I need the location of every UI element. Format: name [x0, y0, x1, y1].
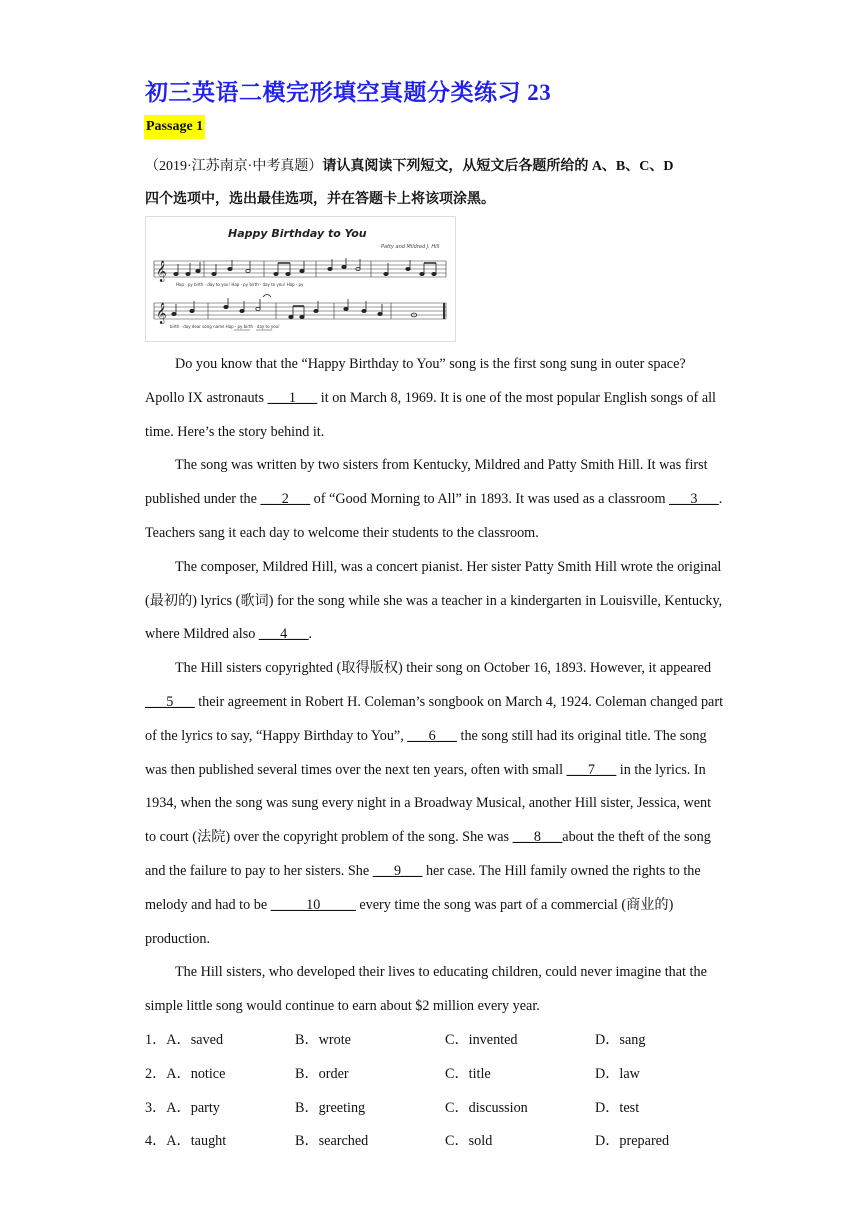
source-note: （2019·江苏南京·中考真题） — [145, 159, 323, 174]
answer-blank: ___9___ — [372, 862, 423, 879]
option-c: C．sold — [445, 1133, 493, 1150]
passage-text-segment: every time the song was part of a commercial (商业的) production. — [145, 896, 674, 947]
passage-text-segment: in the lyrics. In 1934, when the song was sung every night in a Broadway Musical, another Hill sister, Jessica, went to court (法院) over the copyright problem of the song. She was — [145, 761, 712, 846]
passage-text-segment: Do you know that the “Happy Birthday to You” song is the first song sung in outer space? Apollo IX astronauts — [145, 356, 686, 406]
svg-text:𝄞: 𝄞 — [156, 261, 167, 281]
question-row — [145, 1125, 725, 1159]
question-row — [145, 1024, 725, 1058]
option-c: C．discussion — [445, 1099, 528, 1116]
question-number: 4． — [145, 1133, 167, 1150]
option-d: D．prepared — [595, 1133, 670, 1150]
passage-text-segment: . Teachers sang it each day to welcome their students to the classroom. — [145, 491, 723, 541]
instruction-line-1: 请认真阅读下列短文，从短文后各题所给的 A、B、C、D — [322, 159, 674, 174]
passage-text-segment: her case. The Hill family owned the rights to the melody and had to be — [145, 862, 701, 913]
passage-paragraph — [145, 551, 725, 652]
answer-blank: ___7___ — [566, 761, 617, 778]
passage-paragraph — [145, 652, 725, 956]
sheet-music-drawing — [146, 217, 455, 341]
answer-blank: ___5___ — [145, 693, 195, 710]
passage-text-segment: of “Good Morning to All” in 1893. It was used as a classroom — [310, 491, 670, 508]
option-d: D．test — [595, 1099, 640, 1116]
passage-text-segment: The composer, Mildred Hill, was a concert pianist. Her sister Patty Smith Hill wrote the original (最初的) lyrics (歌词) for the song while she was a teacher in a kindergarten in Louisville, Kentucky, where Mildred also — [145, 558, 723, 643]
option-b: B．greeting — [295, 1099, 366, 1116]
answer-blank: ___2___ — [260, 491, 311, 508]
passage-text-segment: the song still had its original title. The song was then published several times over the next ten years, often with small — [145, 727, 707, 778]
passage-text — [145, 348, 725, 1024]
sheet-music-image — [145, 216, 456, 342]
option-a: A．taught — [166, 1133, 227, 1150]
staff-1 — [154, 261, 446, 277]
option-b: B．order — [295, 1065, 349, 1082]
answer-options — [145, 1024, 725, 1159]
passage-text-segment: The Hill sisters, who developed their lives to educating children, could never imagine that the simple little song would continue to earn about $2 million every year. — [145, 964, 707, 1015]
passage-text-segment: about the theft of the song and the failure to pay to her sisters. She — [145, 829, 711, 879]
question-row — [145, 1058, 725, 1092]
svg-text:𝄞: 𝄞 — [156, 303, 167, 323]
question-number: 2． — [145, 1065, 167, 1082]
option-b: B．searched — [295, 1133, 369, 1150]
question-number: 3． — [145, 1099, 167, 1116]
option-a: A．party — [166, 1099, 220, 1116]
passage-text-segment: it on March 8, 1969. It is one of the most popular English songs of all time. Here’s the story behind it. — [145, 389, 716, 440]
question-number: 1． — [145, 1032, 167, 1048]
option-d: D．law — [595, 1065, 640, 1082]
option-c: C．title — [445, 1065, 491, 1082]
instruction-line-2: 四个选项中，选出最佳选项，并在答题卡上将该项涂黑。 — [145, 192, 495, 207]
option-a: A．notice — [166, 1065, 226, 1082]
answer-blank: ___3___ — [669, 491, 719, 508]
staff-2-notes — [156, 295, 417, 325]
passage-text-segment: their agreement in Robert H. Coleman’s songbook on March 4, 1924. Coleman changed part of the lyrics to say, “Happy Birthday to You”, — [145, 693, 724, 744]
option-d: D．sang — [595, 1032, 646, 1048]
passage-text-segment: The song was written by two sisters from Kentucky, Mildred and Patty Smith Hill. It was first published under the — [145, 457, 708, 508]
answer-blank: ___4___ — [258, 626, 309, 643]
option-c: C．invented — [445, 1032, 518, 1048]
instructions — [145, 150, 720, 216]
staff-1-lyrics: Hap · py birth · day to you! Hap · py birth · day to you! Hap · py — [176, 282, 304, 287]
sheet-music-credit: Patty and Mildred J. Hill — [381, 244, 440, 250]
passage-paragraph — [145, 449, 725, 550]
sheet-music-title: Happy Birthday to You — [228, 227, 367, 240]
option-a: A．saved — [166, 1032, 224, 1048]
answer-blank: _____10_____ — [270, 896, 356, 913]
passage-text-segment: . — [308, 626, 313, 643]
staff-1-notes — [156, 258, 436, 282]
answer-blank: ___1___ — [267, 389, 318, 406]
passage-text-segment: The Hill sisters copyrighted (取得版权) their song on October 16, 1893. However, it appeared — [175, 660, 712, 677]
passage-paragraph — [145, 348, 725, 449]
question-row — [145, 1092, 725, 1126]
passage-label: Passage 1 — [144, 115, 205, 139]
page-title: 初三英语二模完形填空真题分类练习 23 — [145, 80, 552, 105]
answer-blank: ___6___ — [407, 727, 457, 744]
passage-paragraph — [145, 956, 725, 1024]
option-b: B．wrote — [295, 1032, 351, 1048]
staff-2-lyrics: birth · day dear song name Hap · py birth · day to you! — [170, 324, 280, 329]
answer-blank: ___8___ — [512, 829, 563, 846]
